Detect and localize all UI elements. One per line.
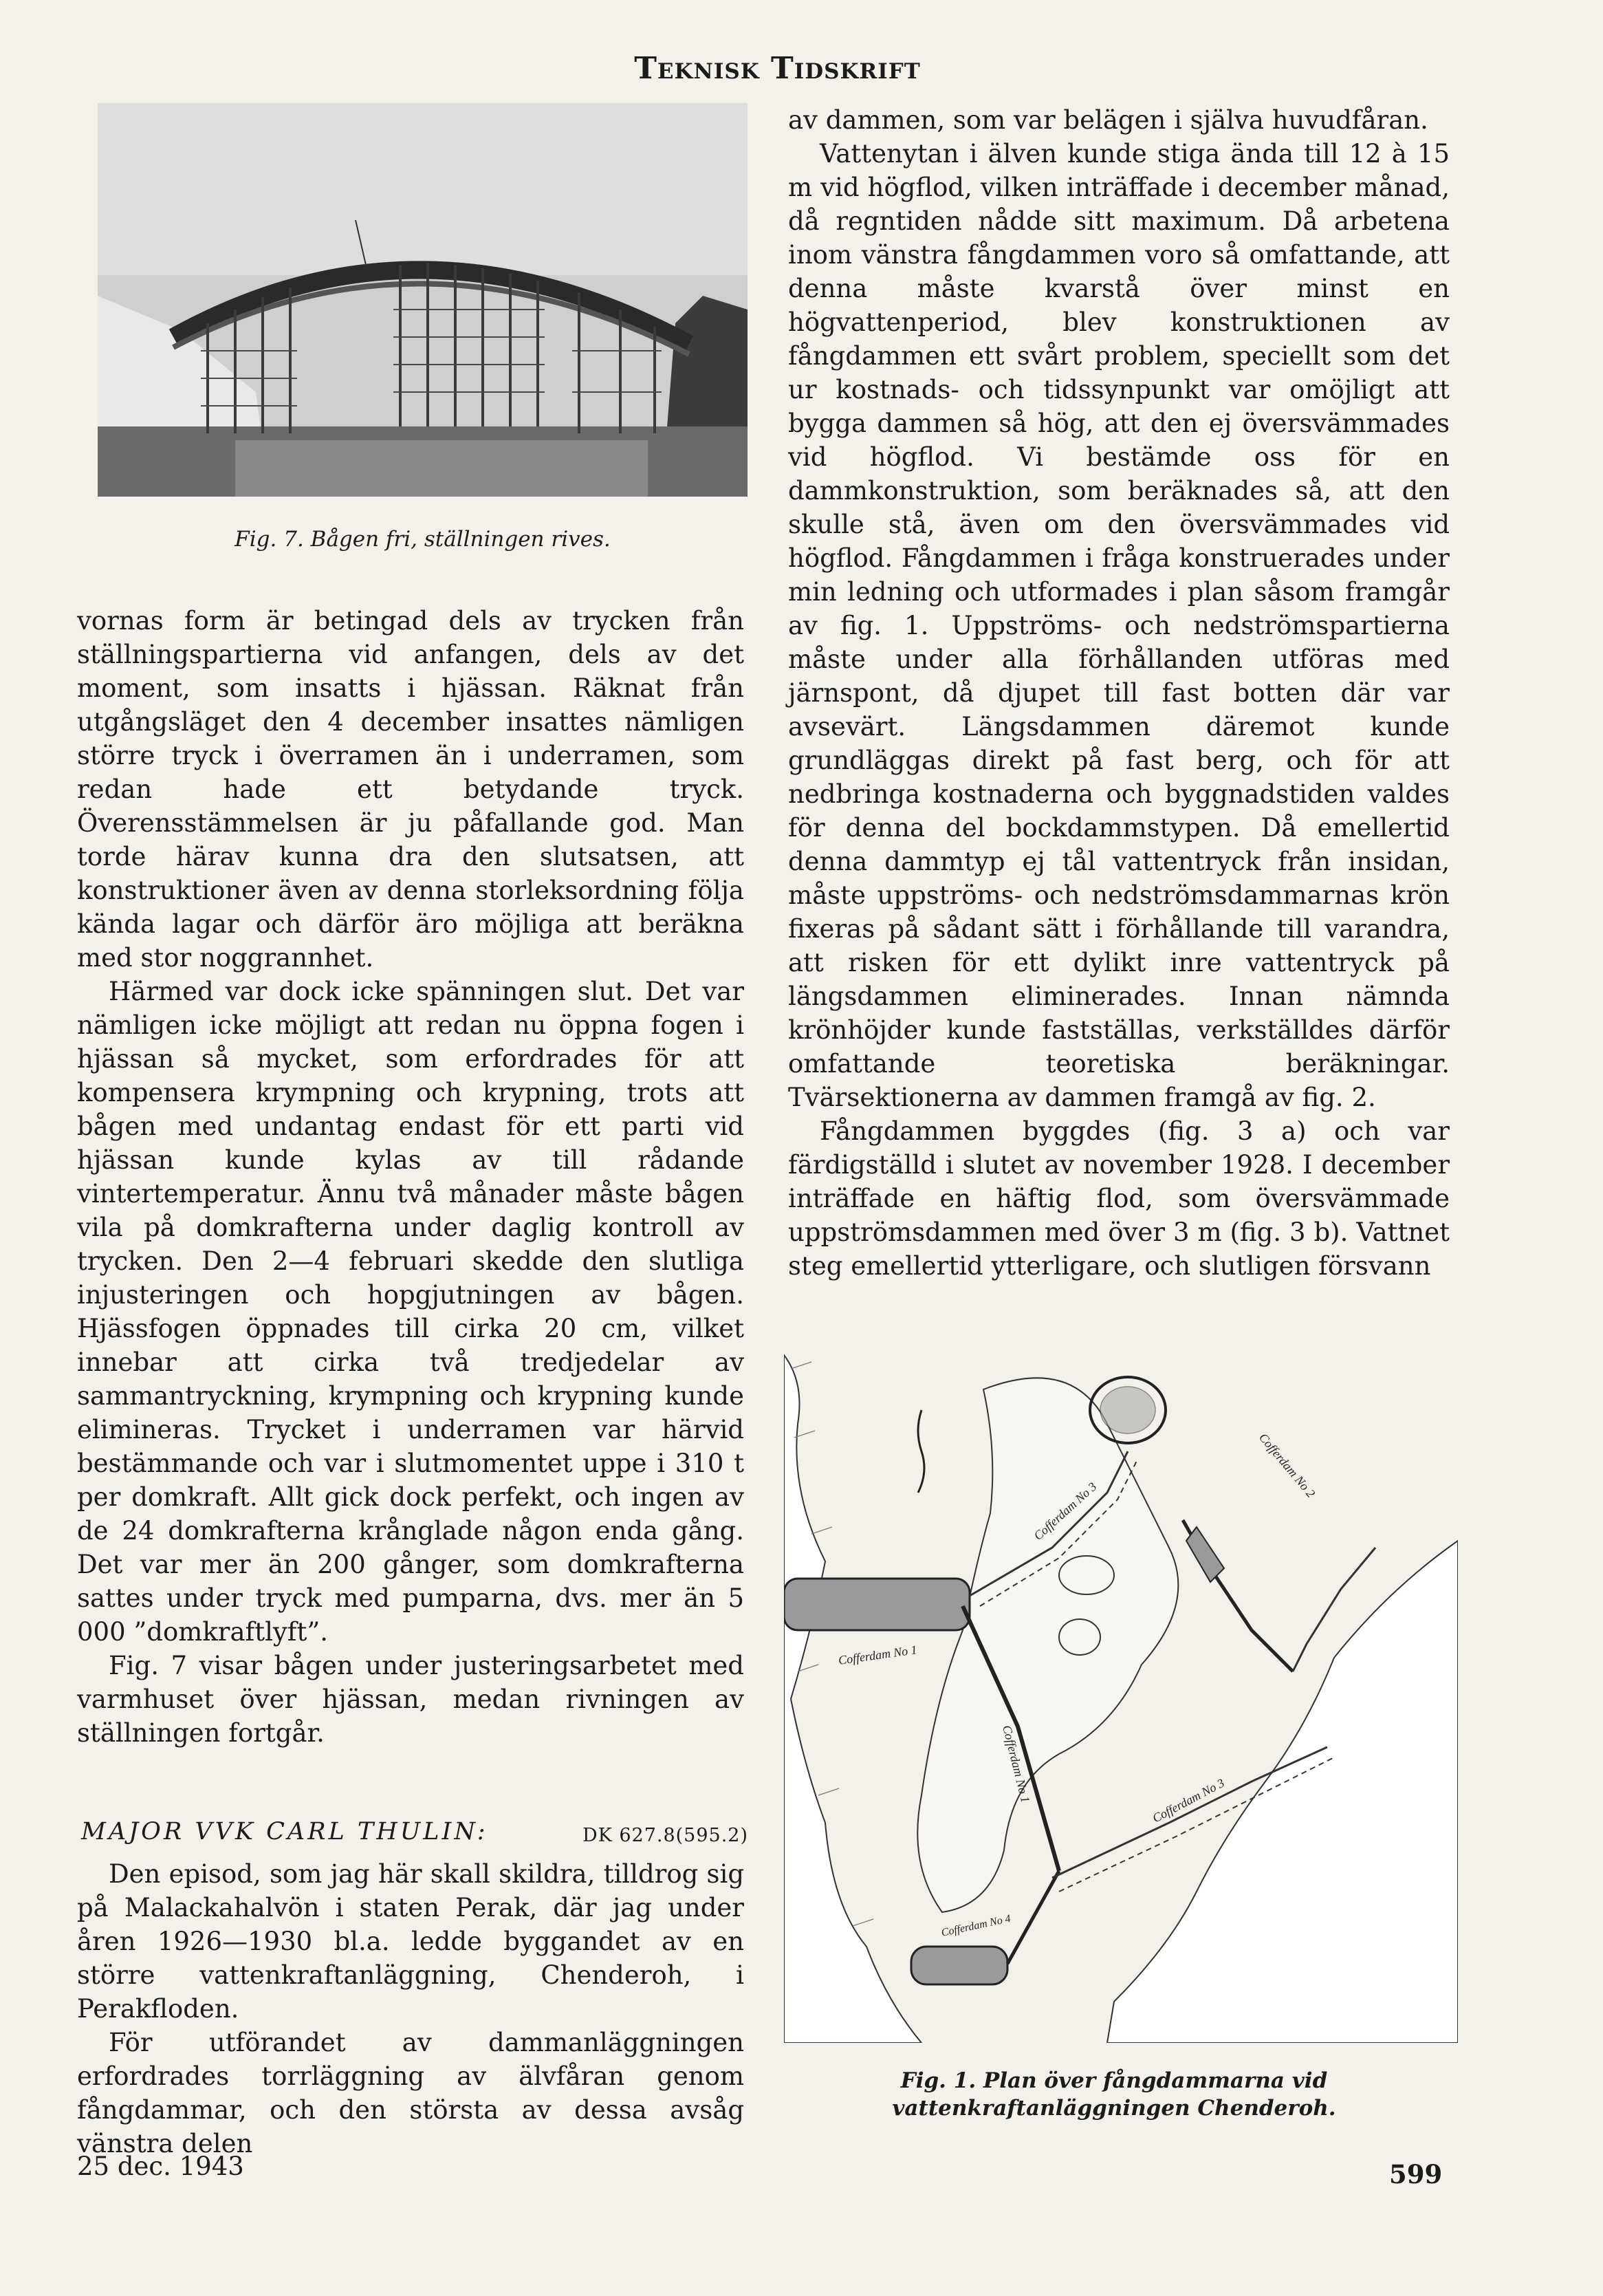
right-column [788, 103, 1450, 1283]
map-label: Cofferdam No 3 [1150, 1775, 1227, 1826]
map-label: Cofferdam No 2 [1256, 1430, 1318, 1500]
page-number: 599 [1389, 2159, 1443, 2189]
paragraph: Fångdammen byggdes (fig. 3 a) och var färdigställd i slutet av november 1928. I december inträffade en häftig flod, som översvämmade uppströmsdammen med över 3 m (fig. 3 b). Vattnet steg emellertid ytterligare, och slutligen försvann [788, 1116, 1450, 1281]
article-intro [77, 1857, 744, 2160]
map-label: Cofferdam No 3 [1031, 1479, 1100, 1543]
paragraph: Härmed var dock icke spänningen slut. Det var nämligen icke möjligt att redan nu öppna fogen i hjässan så mycket, som erfordrades för att kompensera krympning och krypning, trots att bågen med undantag endast för ett parti vid hjässan kunde kylas av till rådande vintertemperatur. Ännu två månader måste bågen vila på domkrafterna under daglig kontroll av trycken. Den 2—4 februari skedde den slutliga injusteringen och hopgjutningen av bågen. Hjässfogen öppnades till cirka 20 cm, vilket innebar att cirka två tredjedelar av sammantryckning, krympning och krypning kunde elimineras. Trycket i underramen var härvid bestämmande och var i slutmomentet uppe i 310 t per domkraft. Allt gick dock perfekt, och ingen av de 24 domkrafterna krånglade någon enda gång. Det var mer än 200 gånger, som domkrafterna sattes under tryck med pumparna, dvs. mer än 5 000 ”domkraftlyft”. [77, 977, 744, 1647]
figure7-photo [98, 103, 748, 497]
paragraph: vornas form är betingad dels av trycken från ställningspartierna vid anfangen, dels av det moment, som insatts i hjässan. Räknat från utgångsläget den 4 december insattes nämligen större tryck i överramen än i underramen, som redan hade ett betydande tryck. Överensstämmelsen är ju påfallande god. Man torde härav kunna dra den slutsatsen, att konstruktioner även av denna storleksordning följa kända lagar och därför äro möjliga att beräkna med stor noggrannhet. [77, 606, 744, 973]
author-name: MAJOR VVK CARL THULIN: [81, 1818, 488, 1845]
figure1-plan [784, 1341, 1458, 2043]
paragraph: Den episod, som jag här skall skildra, tilldrog sig på Malackahalvön i staten Perak, där jag under åren 1926—1930 bl.a. ledde byggandet av en större vattenkraftanläggning, Chenderoh, i Perakfloden. [77, 1859, 744, 2024]
journal-title: Teknisk Tidskrift [634, 51, 921, 86]
map-label: Cofferdam No 1 [837, 1643, 918, 1667]
map-label: Cofferdam No 1 [1000, 1724, 1033, 1804]
paragraph: För utförandet av dammanläggningen erfordrades torrläggning av älvfåran genom fångdammar, och den största av dessa avsåg vänstra delen [77, 2028, 744, 2158]
paragraph: av dammen, som var belägen i själva huvudfåran. [788, 105, 1428, 135]
figure1-caption: Fig. 1. Plan över fångdammarna vid vattenkraftanläggningen Chenderoh. [892, 2068, 1336, 2121]
issue-date: 25 dec. 1943 [77, 2152, 244, 2181]
paragraph: Vattenytan i älven kunde stiga ända till 12 à 15 m vid högflod, vilken inträffade i december månad, då regntiden nådde sitt maximum. Då arbetena inom vänstra fångdammen voro så omfattande, att denna måste kvarstå över minst en högvattenperiod, blev konstruktionen av fångdammen ett svårt problem, speciellt som det ur kostnads- och tidssynpunkt var omöjligt att bygga dammen så hög, att den ej översvämmades vid högflod. Vi bestämde oss för en dammkonstruktion, som beräknades så, att den skulle stå, även om den översvämmades vid högflod. Fångdammen i fråga konstruerades under min ledning och utformades i plan såsom framgår av fig. 1. Uppströms- och nedströmspartierna måste under alla förhållanden utföras med järnspont, då djupet till fast botten där var avsevärt. Längsdammen däremot kunde grundläggas direkt på fast berg, och för att nedbringa kostnaderna och byggnadstiden valdes för denna del bockdammstypen. Då emellertid denna dammtyp ej tål vattentryck från insidan, måste uppströms- och nedströmsdammarnas krön fixeras på sådant sätt i förhållande till varandra, att risken för ett dylikt inre vattentryck på längsdammen eliminerades. Innan nämnda krönhöjder kunde fastställas, verkställdes därför omfattande teoretiska beräkningar. Tvärsektionerna av dammen framgå av fig. 2. [788, 139, 1450, 1112]
dk-code: DK 627.8(595.2) [582, 1825, 748, 1846]
paragraph: Fig. 7 visar bågen under justeringsarbetet med varmhuset över hjässan, medan rivningen av ställningen fortgår. [77, 1651, 744, 1748]
map-label: Cofferdam No 4 [940, 1912, 1012, 1939]
left-column [77, 604, 744, 1750]
figure7-caption: Fig. 7. Bågen fri, ställningen rives. [235, 527, 611, 552]
article-byline [81, 1818, 748, 1852]
